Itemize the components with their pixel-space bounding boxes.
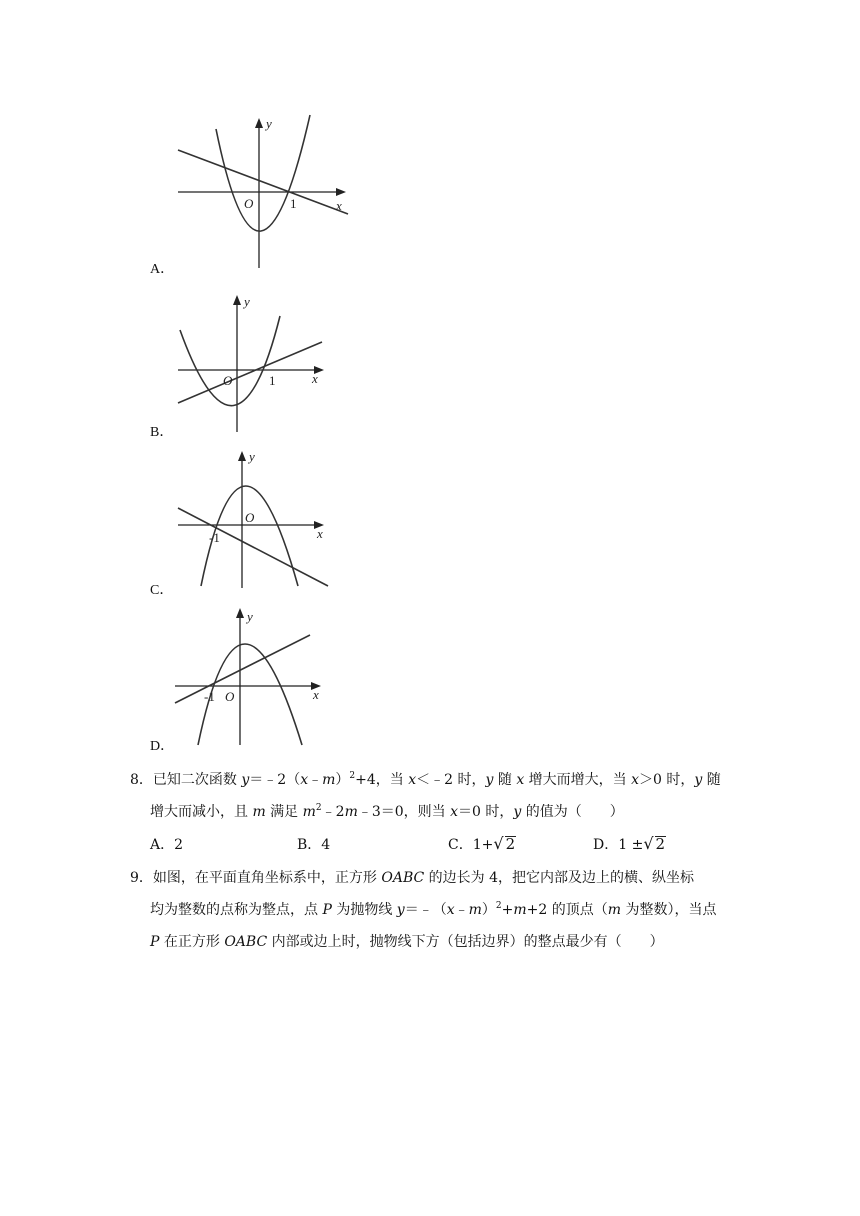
text: ＝﹣（: [404, 902, 447, 918]
exponent: 2: [495, 901, 502, 911]
var: m: [252, 804, 266, 820]
question-8-line-2: [130, 796, 740, 828]
choice-b[interactable]: B．4: [297, 837, 331, 853]
question-8: [130, 764, 740, 828]
text: ＝0 时，: [458, 804, 514, 820]
var: y: [485, 772, 494, 788]
question-9-line-3: [130, 926, 740, 958]
radicand: 2: [505, 835, 516, 853]
sqrt-icon: √: [493, 834, 504, 853]
text: 增大而减小，且: [150, 804, 253, 820]
question-8-line-1: [130, 764, 740, 796]
var: x: [446, 902, 455, 918]
question-number: 8．: [130, 772, 153, 788]
var: P: [322, 902, 332, 918]
tick-label: 1: [269, 373, 276, 388]
choice-c[interactable]: [448, 834, 516, 854]
graph-d: [170, 603, 340, 748]
text: +: [501, 902, 514, 918]
question-9-line-2: [130, 894, 740, 926]
choice-a[interactable]: A．2: [150, 837, 184, 853]
text: +2 的顶点（: [526, 902, 608, 918]
var: m: [607, 902, 622, 918]
y-axis-label: y: [249, 449, 255, 464]
origin-label: O: [244, 196, 254, 211]
exponent: 2: [315, 803, 322, 813]
text: ﹣2: [321, 804, 345, 820]
tick-label: -1: [209, 530, 220, 545]
option-d-label: D．: [150, 739, 175, 754]
question-9: [130, 862, 740, 958]
text: ﹣: [454, 902, 469, 918]
exponent: 2: [349, 771, 356, 781]
origin-label: O: [225, 689, 235, 704]
text: 随: [702, 772, 721, 788]
y-axis-label: y: [244, 294, 250, 309]
var: P: [150, 934, 160, 950]
var: x: [300, 772, 309, 788]
text: ）: [481, 902, 496, 918]
text: 为抛物线: [331, 902, 397, 918]
var: y: [396, 902, 405, 918]
choice-d[interactable]: [593, 834, 666, 854]
x-axis-label: x: [336, 198, 342, 213]
var: OABC: [381, 870, 425, 886]
text: 的值为（ ）: [521, 804, 624, 820]
choice-d-label: D．1 ±: [593, 837, 644, 853]
text: 增大而增大，当: [524, 772, 632, 788]
tick-label: -1: [204, 689, 215, 704]
text: 在正方形: [159, 934, 225, 950]
text: 的边长为 4，把它内部及边上的横、纵坐标: [424, 870, 695, 886]
option-c-label: C．: [150, 583, 174, 598]
var: x: [450, 804, 459, 820]
text: ﹣: [308, 772, 323, 788]
text: 内部或边上时，抛物线下方（包括边界）的整点最少有（ ）: [267, 934, 664, 950]
text: 为整数），当点: [621, 902, 717, 918]
var: x: [408, 772, 417, 788]
var: y: [694, 772, 703, 788]
origin-label: O: [223, 373, 233, 388]
question-8-choices: [150, 828, 750, 858]
graph-b: [170, 290, 340, 435]
text: ＞0 时，: [639, 772, 695, 788]
option-a-label: A．: [150, 262, 175, 277]
text: +4，当: [355, 772, 409, 788]
var: m: [513, 902, 527, 918]
text: ＝﹣2（: [249, 772, 301, 788]
var: m: [322, 772, 336, 788]
var: y: [513, 804, 522, 820]
graph-a: [170, 110, 360, 275]
text: ﹣3＝0，则当: [357, 804, 451, 820]
y-axis-label: y: [247, 609, 253, 624]
y-axis-label: y: [266, 116, 272, 131]
question-9-line-1: [130, 862, 740, 894]
text: ）: [335, 772, 350, 788]
var: x: [516, 772, 525, 788]
question-number: 9．: [130, 870, 153, 886]
x-axis-label: x: [317, 526, 323, 541]
var: OABC: [224, 934, 268, 950]
text: 均为整数的点称为整点，点: [150, 902, 323, 918]
var: m: [468, 902, 482, 918]
option-b-label: B．: [150, 425, 174, 440]
text: 满足: [265, 804, 303, 820]
text: 如图，在平面直角坐标系中，正方形: [152, 870, 382, 886]
var: m: [344, 804, 358, 820]
var: m: [302, 804, 316, 820]
text: ＜﹣2 时，: [416, 772, 486, 788]
x-axis-label: x: [312, 371, 318, 386]
text: 随: [493, 772, 517, 788]
tick-label: 1: [290, 196, 297, 211]
sqrt-icon: √: [643, 834, 654, 853]
radicand: 2: [655, 835, 666, 853]
x-axis-label: x: [313, 687, 319, 702]
origin-label: O: [245, 510, 255, 525]
text: 已知二次函数: [152, 772, 242, 788]
choice-c-label: C．1+: [448, 837, 494, 853]
graph-c: [170, 446, 340, 591]
var: x: [631, 772, 640, 788]
var: y: [241, 772, 250, 788]
